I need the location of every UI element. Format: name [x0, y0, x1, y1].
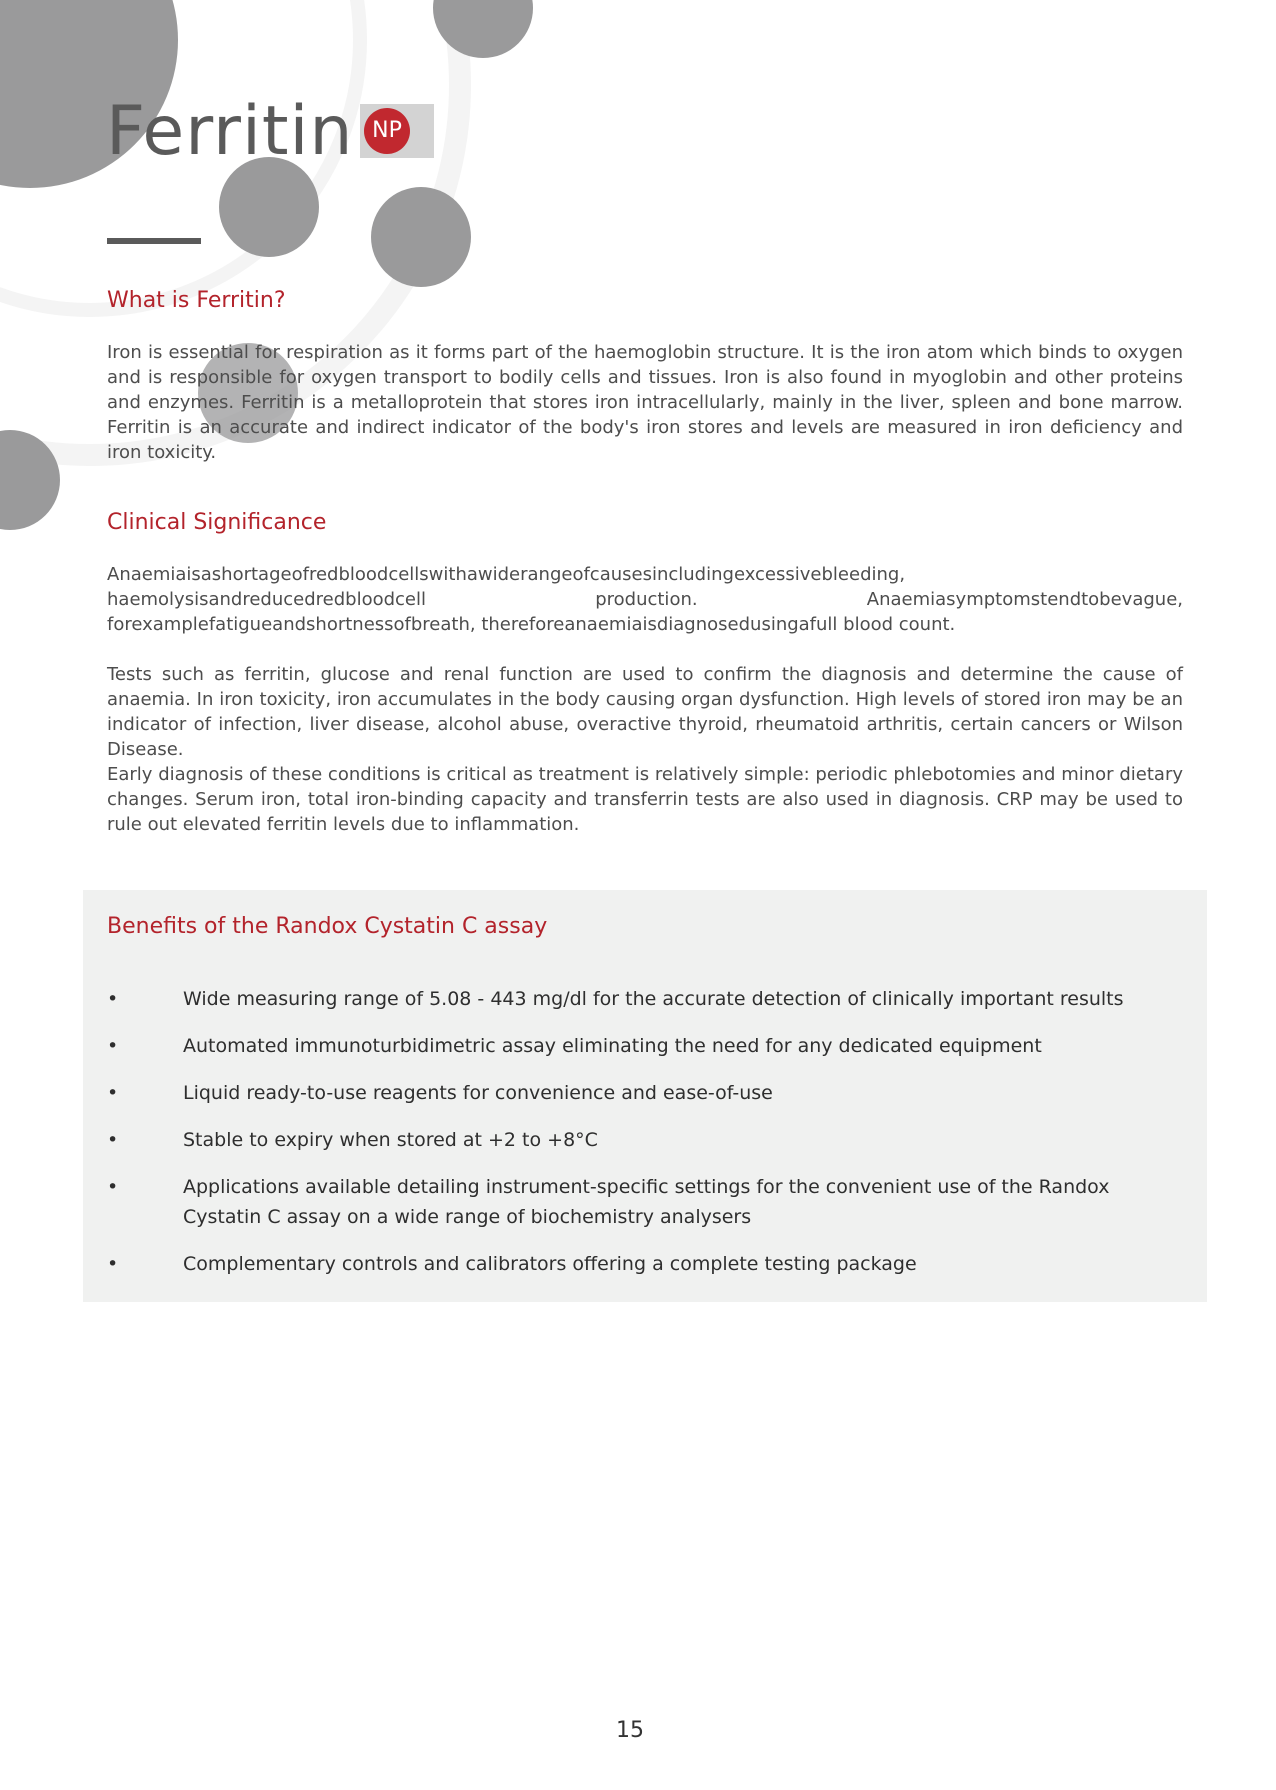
- section-heading-what-is: What is Ferritin?: [107, 288, 286, 313]
- what-is-paragraph: Iron is essential for respiration as it forms part of the haemoglobin structure. It is the iron atom which binds to oxygen and is responsible for oxygen transport to bodily cells and tissues. Iron is also found in myoglobin and other proteins and enzymes. Ferritin is a metalloprotein that stores iron intracellularly, mainly in the liver, spleen and bone marrow. Ferritin is an accurate and indirect indicator of the body's iron stores and levels are measured in iron deficiency and iron toxicity.: [107, 342, 1183, 463]
- section-heading-benefits: Benefits of the Randox Cystatin C assay: [107, 914, 548, 939]
- bullet: •: [107, 988, 119, 1010]
- list-item-text: Automated immunoturbidimetric assay eliminating the need for any dedicated equipment: [183, 1035, 1042, 1057]
- section-heading-clinical: Clinical Significance: [107, 510, 327, 535]
- list-item: [107, 1078, 1167, 1108]
- bullet: •: [107, 1253, 119, 1275]
- list-item: [107, 1125, 1167, 1155]
- list-item-text: Applications available detailing instrument-specific settings for the convenient use of the Randox Cystatin C assay on a wide range of biochemistry analysers: [183, 1176, 1110, 1228]
- clinical-paragraph-1: Anaemiaisashortageofredbloodcellswithawiderangeofcausesincludingexcessivebleeding, haemolysisandreducedredbloodcell production. Anaemiasymptomstendtobevague, forexamplefatigueandshortnessofbreath, thereforeanaemiaisdiagnosedusingafull blood count.: [107, 564, 1183, 635]
- title-underline: [107, 238, 201, 244]
- np-badge: NP: [364, 108, 410, 154]
- list-item-text: Liquid ready-to-use reagents for convenience and ease-of-use: [183, 1082, 773, 1104]
- list-item: [107, 1031, 1167, 1061]
- page-title: Ferritin: [106, 92, 354, 171]
- benefits-list: [107, 984, 1167, 1296]
- list-item-text: Complementary controls and calibrators offering a complete testing package: [183, 1253, 917, 1275]
- bullet: •: [107, 1129, 119, 1151]
- page-number: 15: [616, 1718, 644, 1743]
- bullet: •: [107, 1176, 119, 1198]
- clinical-paragraph-3: Early diagnosis of these conditions is critical as treatment is relatively simple: periodic phlebotomies and minor dietary changes. Serum iron, total iron-binding capacity and transferrin tests are also used in diagnosis. CRP may be used to rule out elevated ferritin levels due to inflammation.: [107, 764, 1183, 835]
- bullet: •: [107, 1035, 119, 1057]
- list-item: [107, 984, 1167, 1014]
- list-item: [107, 1172, 1167, 1232]
- list-item-text: Wide measuring range of 5.08 - 443 mg/dl for the accurate detection of clinically important results: [183, 988, 1124, 1010]
- list-item-text: Stable to expiry when stored at +2 to +8°C: [183, 1129, 598, 1151]
- bullet: •: [107, 1082, 119, 1104]
- list-item: [107, 1249, 1167, 1279]
- clinical-paragraph-2: Tests such as ferritin, glucose and renal function are used to confirm the diagnosis and determine the cause of anaemia. In iron toxicity, iron accumulates in the body causing organ dysfunction. High levels of stored iron may be an indicator of infection, liver disease, alcohol abuse, overactive thyroid, rheumatoid arthritis, certain cancers or Wilson Disease.: [107, 664, 1183, 760]
